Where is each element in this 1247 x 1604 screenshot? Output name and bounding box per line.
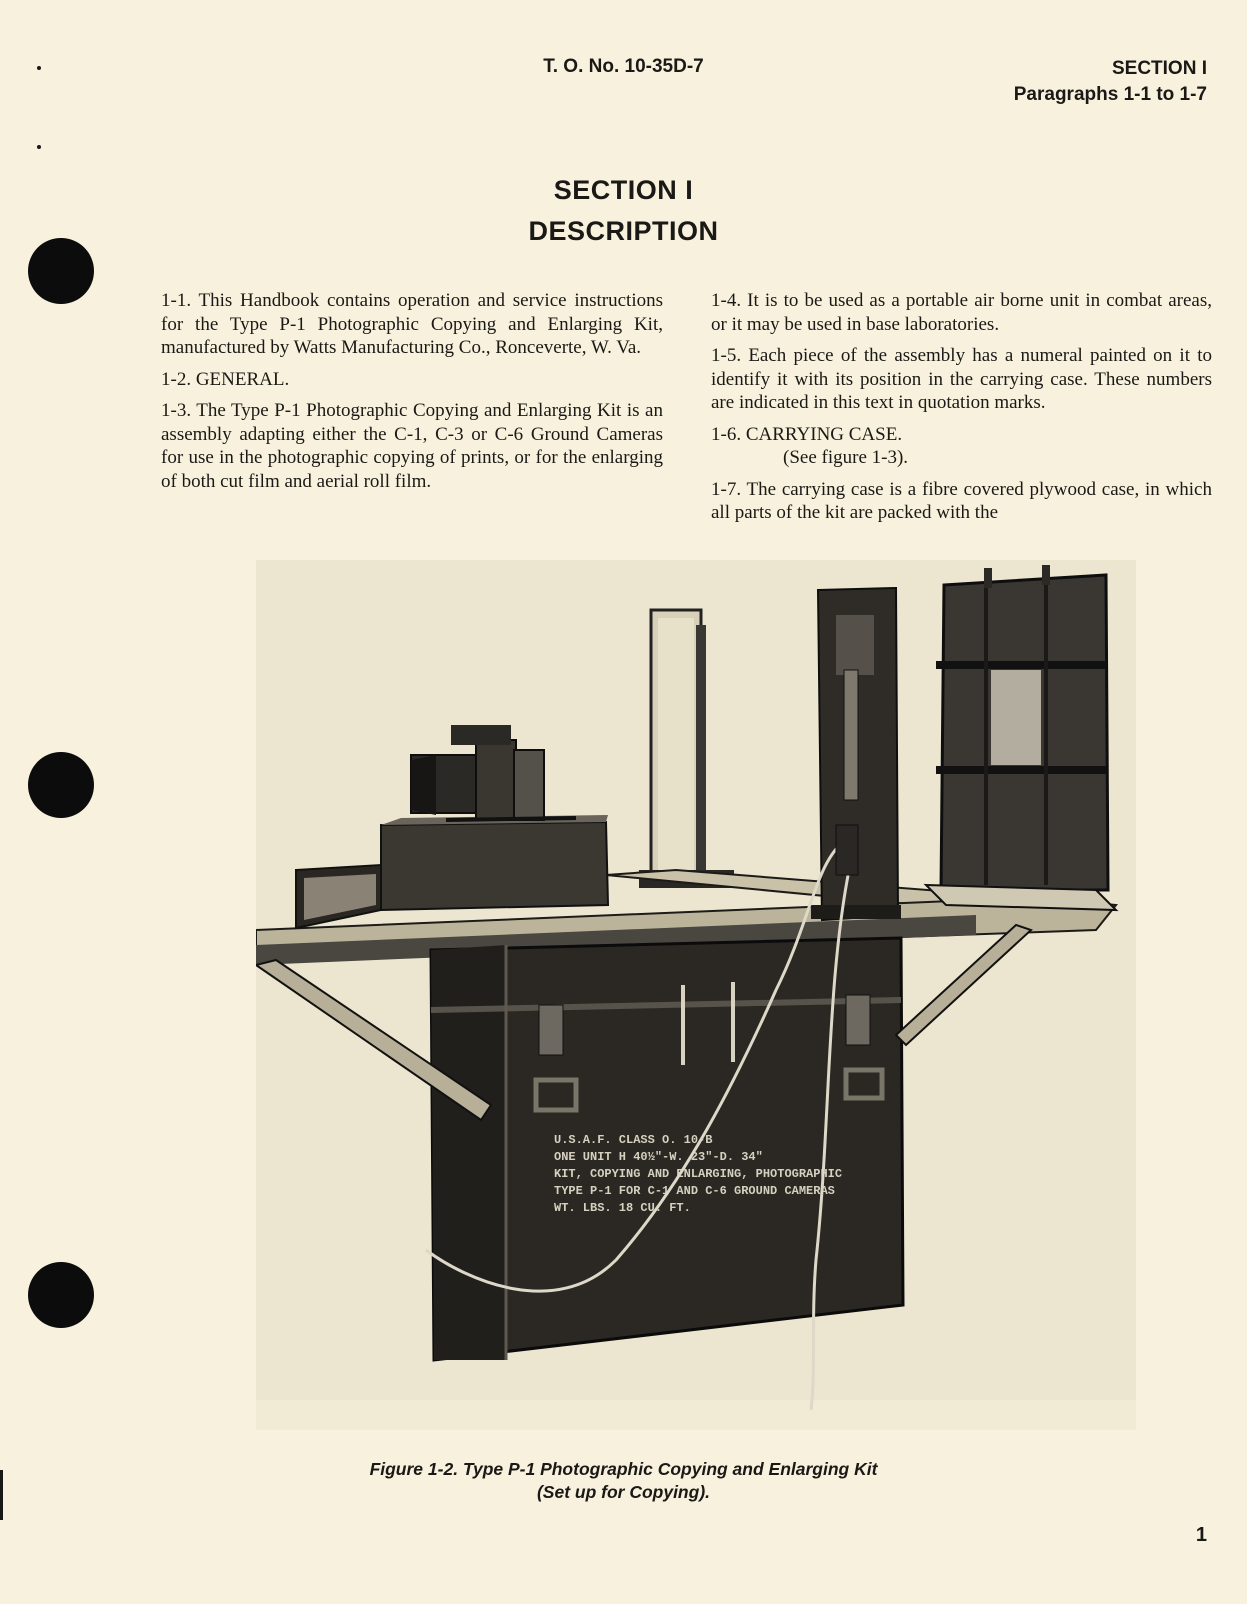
paragraph-1-2: 1-2. GENERAL.: [161, 368, 290, 390]
stencil-line-2: ONE UNIT H 40½"-W. 23"-D. 34": [554, 1150, 763, 1164]
stencil-line-1: U.S.A.F. CLASS O. 10-B: [554, 1133, 713, 1147]
doc-number: T. O. No. 10-35D-7: [543, 56, 704, 77]
paragraph-1-6-heading: 1-6. CARRYING CASE.: [711, 423, 903, 445]
binder-hole: [28, 1262, 94, 1328]
paragraph-1-7: 1-7. The carrying case is a fibre covered plywood case, in which all parts of the kit are packed with the: [711, 478, 1212, 523]
margin-dot: [37, 145, 41, 149]
edge-mark: [0, 1470, 3, 1520]
left-column: [161, 289, 663, 501]
right-column: [711, 289, 1212, 533]
paragraph-1-6-ref: (See figure 1-3).: [783, 447, 909, 468]
easel-board: [926, 565, 1116, 910]
page-number: 1: [1195, 1524, 1207, 1546]
paragraph-1-3: 1-3. The Type P-1 Photographic Copying and Enlarging Kit is an assembly adapting either the C-1, C-3 or C-6 Ground Cameras for use in the photographic copying of prints, or for the enlarging of both cut film and aerial roll film.: [161, 400, 663, 492]
section-title: SECTION I: [553, 175, 694, 205]
paragraph-1-1: 1-1. This Handbook contains operation and service instructions for the Type P-1 Photographic Copying and Enlarging Kit, manufactured by Watts Manufacturing Co., Ronceverte, W. Va.: [161, 290, 663, 358]
caption-subtitle: (Set up for Copying).: [536, 1482, 711, 1502]
caption-title: Figure 1-2. Type P-1 Photographic Copying and Enlarging Kit: [369, 1459, 878, 1479]
figure-caption: [0, 1458, 1247, 1504]
kit-photograph: [256, 560, 1136, 1430]
section-name: DESCRIPTION: [528, 216, 719, 246]
paragraph-1-4: 1-4. It is to be used as a portable air borne unit in combat areas, or it may be used in base laboratories.: [711, 290, 1212, 335]
header-section: SECTION I: [1111, 58, 1207, 79]
binder-hole: [28, 238, 94, 304]
stencil-line-3: KIT, COPYING AND ENLARGING, PHOTOGRAPHIC: [554, 1167, 843, 1181]
binder-hole: [28, 752, 94, 818]
stencil-line-5: WT. LBS. 18 CU. FT.: [554, 1201, 691, 1215]
paragraph-1-5: 1-5. Each piece of the assembly has a numeral painted on it to identify it with its position in the carrying case. These numbers are indicated in this text in quotation marks.: [711, 345, 1212, 413]
header-right: [1014, 56, 1207, 108]
header-paragraphs: Paragraphs 1-1 to 1-7: [1013, 84, 1207, 105]
stencil-line-4: TYPE P-1 FOR C-1 AND C-6 GROUND CAMERAS: [554, 1184, 835, 1198]
